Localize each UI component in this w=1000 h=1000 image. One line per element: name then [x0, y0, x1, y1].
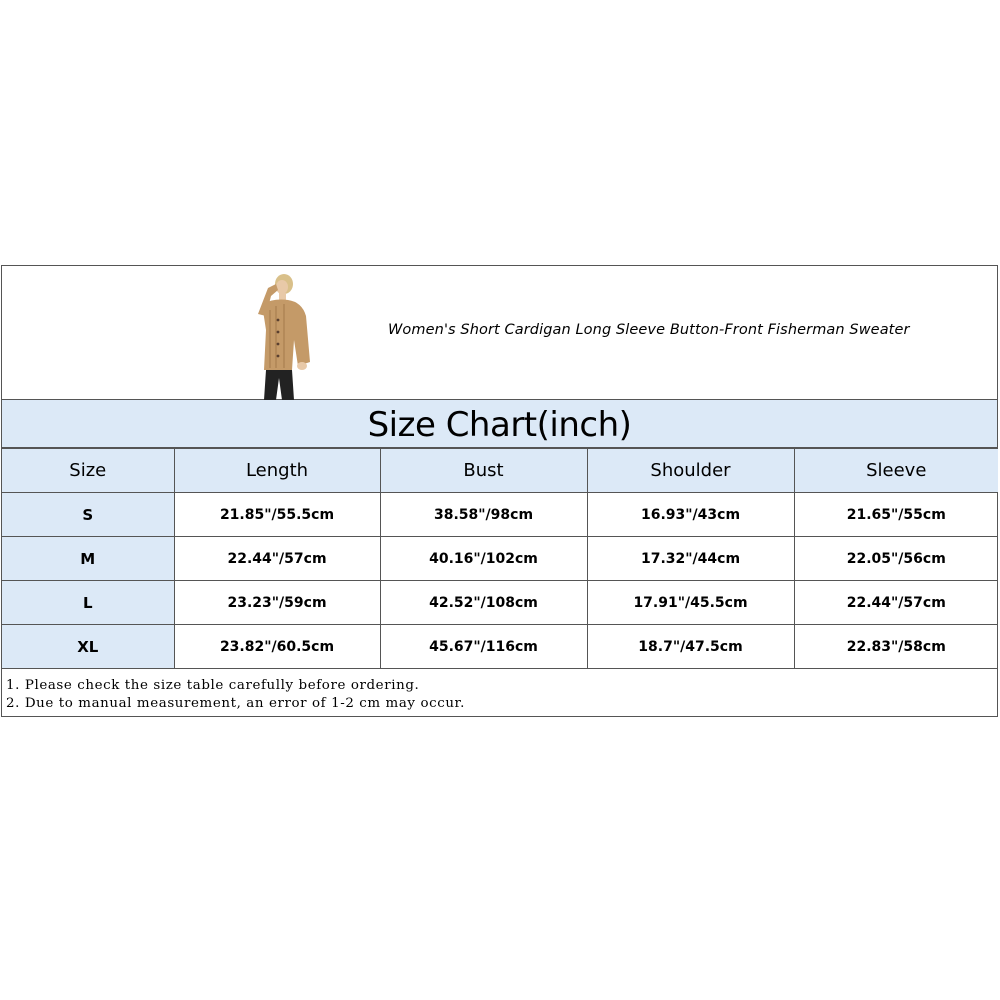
size-table [2, 448, 998, 669]
sleeve-cell: 21.65"/55cm [794, 493, 998, 537]
shoulder-cell: 17.91"/45.5cm [587, 581, 794, 625]
sleeve-cell: 22.05"/56cm [794, 537, 998, 581]
shoulder-cell: 18.7"/47.5cm [587, 625, 794, 669]
length-cell: 23.23"/59cm [174, 581, 380, 625]
table-row [2, 581, 998, 625]
product-title: Women's Short Cardigan Long Sleeve Button-Front Fisherman Sweater [388, 322, 910, 338]
column-header-shoulder: Shoulder [587, 449, 794, 493]
size-cell: L [2, 581, 174, 625]
table-row [2, 537, 998, 581]
length-cell: 22.44"/57cm [174, 537, 380, 581]
size-cell: XL [2, 625, 174, 669]
bust-cell: 45.67"/116cm [380, 625, 587, 669]
size-cell: M [2, 537, 174, 581]
product-header [2, 266, 997, 400]
bust-cell: 40.16"/102cm [380, 537, 587, 581]
length-cell: 23.82"/60.5cm [174, 625, 380, 669]
column-header-length: Length [174, 449, 380, 493]
note-line: 1. Please check the size table carefully before ordering. [6, 678, 420, 693]
shoulder-cell: 17.32"/44cm [587, 537, 794, 581]
table-row [2, 625, 998, 669]
size-cell: S [2, 493, 174, 537]
sleeve-cell: 22.44"/57cm [794, 581, 998, 625]
chart-title: Size Chart(inch) [2, 400, 997, 448]
column-header-sleeve: Sleeve [794, 449, 998, 493]
bust-cell: 42.52"/108cm [380, 581, 587, 625]
size-notes [6, 677, 465, 713]
model-photo [238, 270, 316, 400]
length-cell: 21.85"/55.5cm [174, 493, 380, 537]
size-chart [1, 265, 998, 717]
column-header-size: Size [2, 449, 174, 493]
shoulder-cell: 16.93"/43cm [587, 493, 794, 537]
table-header-row [2, 449, 998, 493]
bust-cell: 38.58"/98cm [380, 493, 587, 537]
note-line: 2. Due to manual measurement, an error of 1-2 cm may occur. [6, 696, 465, 711]
sleeve-cell: 22.83"/58cm [794, 625, 998, 669]
table-row [2, 493, 998, 537]
column-header-bust: Bust [380, 449, 587, 493]
